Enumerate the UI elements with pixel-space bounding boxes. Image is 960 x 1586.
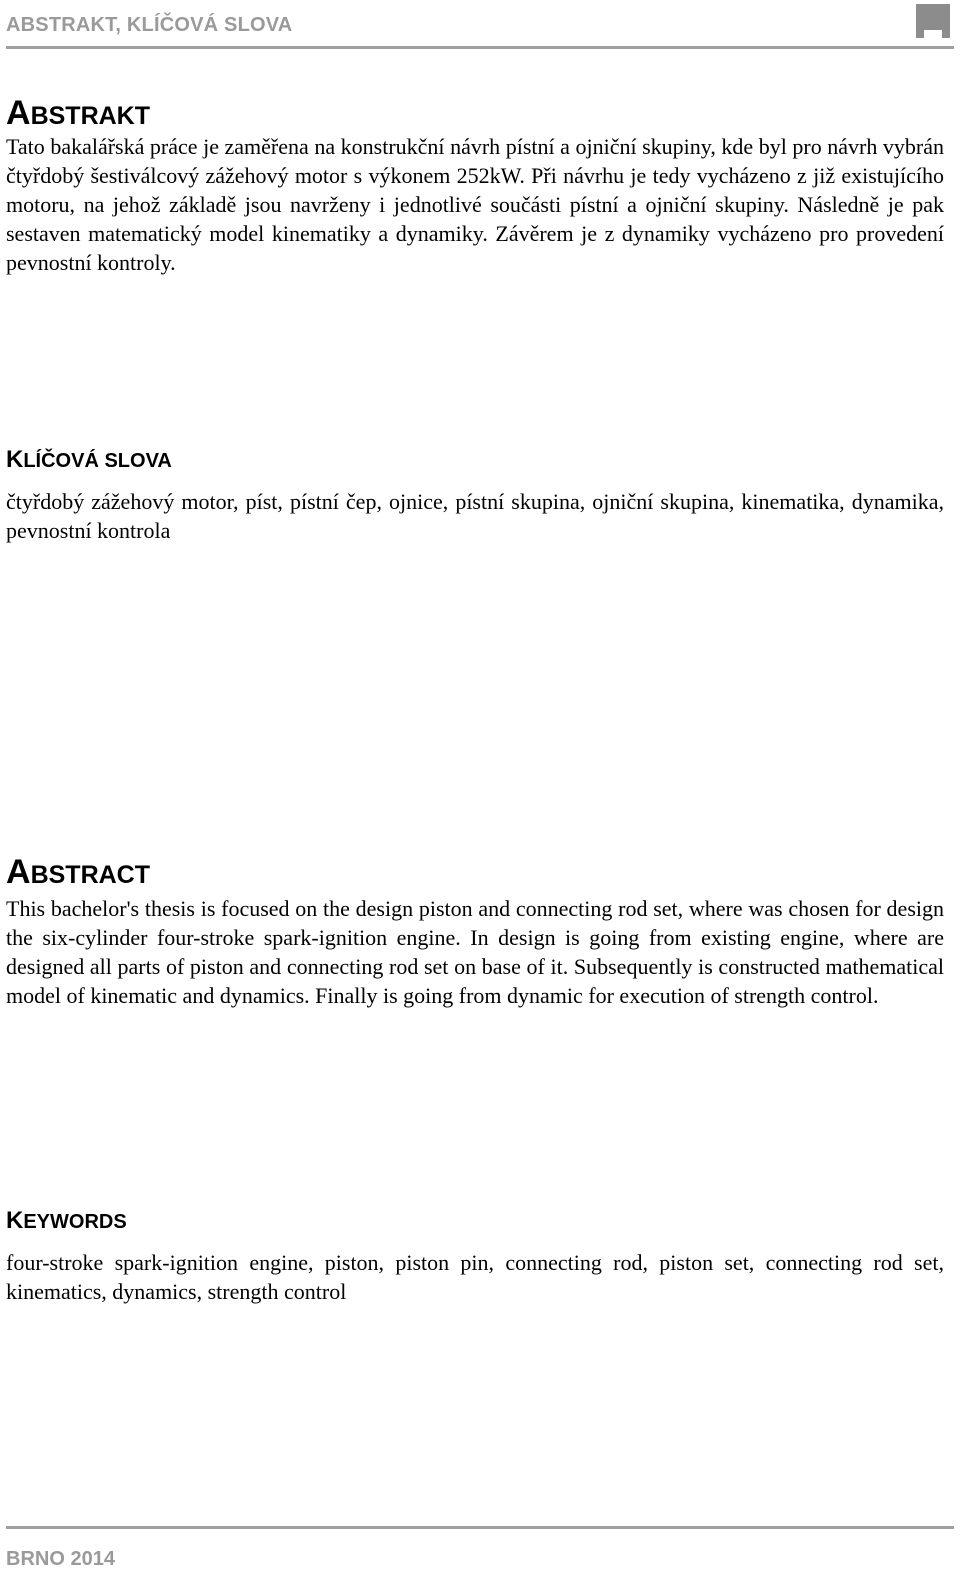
footer-text: BRNO 2014 [6, 1548, 115, 1570]
page-footer [6, 1526, 954, 1586]
keywords-body: four-stroke spark-ignition engine, piston, piston pin, connecting rod, piston set, connecting rod set, kinematics, dynamics, strength control [6, 1250, 944, 1304]
klicova-slova-heading-initial: K [6, 446, 24, 473]
abstrakt-heading [6, 94, 150, 133]
klicova-slova-heading-rest: LÍČOVÁ SLOVA [23, 450, 172, 472]
university-logo-icon [914, 4, 952, 38]
keywords-heading-initial: K [6, 1207, 24, 1234]
klicova-slova-body: čtyřdobý zážehový motor, píst, pístní čep, ojnice, pístní skupina, ojniční skupina, kinematika, dynamika, pevnostní kontrola [6, 489, 944, 543]
abstrakt-heading-rest: BSTRAKT [30, 102, 150, 130]
running-header-title: ABSTRAKT, KLÍČOVÁ SLOVA [6, 14, 293, 36]
klicova-slova-heading [6, 446, 172, 474]
abstrakt-heading-initial: A [6, 94, 31, 132]
abstract-heading-initial: A [6, 853, 31, 891]
abstract-heading-rest: BSTRACT [30, 861, 150, 889]
keywords-heading-rest: EYWORDS [23, 1211, 127, 1233]
abstract-heading [6, 853, 150, 892]
keywords-heading [6, 1207, 127, 1235]
page-header [6, 8, 954, 49]
abstrakt-body: Tato bakalářská práce je zaměřena na konstrukční návrh pístní a ojniční skupiny, kde byl pro návrh vybrán čtyřdobý šestiválcový zážehový motor s výkonem 252kW. Při návrhu je tedy vycházeno z již existujícího motoru, na jehož základě jsou navrženy i jednotlivé součásti pístní a ojniční skupiny. Následně je pak sestaven matematický model kinematiky a dynamiky. Závěrem je z dynamiky vycházeno pro provedení pevnostní kontroly. [6, 134, 944, 275]
abstract-body: This bachelor's thesis is focused on the design piston and connecting rod set, where was chosen for design the six-cylinder four-stroke spark-ignition engine. In design is going from existing engine, where are designed all parts of piston and connecting rod set on base of it. Subsequently is constructed mathematical model of kinematic and dynamics. Finally is going from dynamic for execution of strength control. [6, 896, 944, 1008]
footer-rule [6, 1526, 954, 1529]
